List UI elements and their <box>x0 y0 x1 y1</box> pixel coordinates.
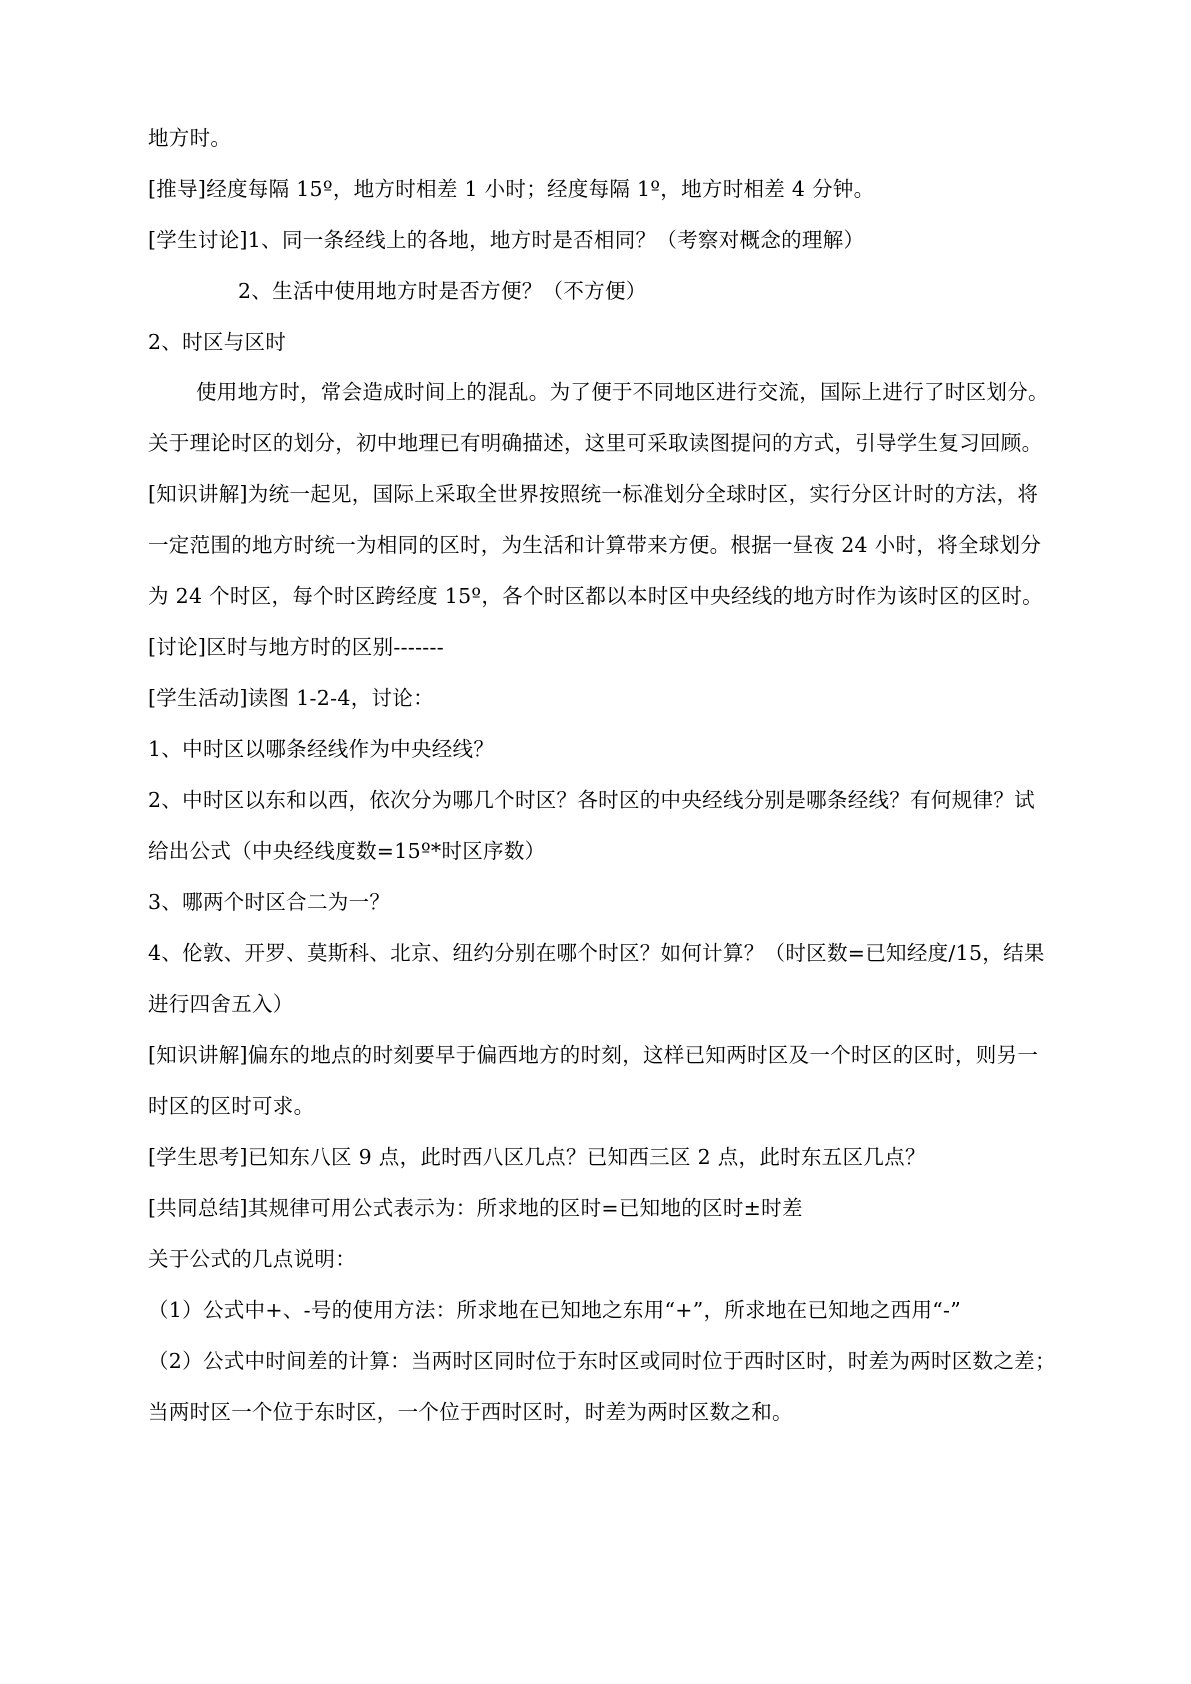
text-line: 关于理论时区的划分，初中地理已有明确描述，这里可采取读图提问的方式，引导学生复习回顾。 <box>148 431 1043 455</box>
text-line: 1、中时区以哪条经线作为中央经线？ <box>148 737 495 761</box>
text-line: [学生活动]读图 1-2-4，讨论： <box>148 686 434 710</box>
text-line: 2、生活中使用地方时是否方便？（不方便） <box>238 279 647 303</box>
text-line: 为 24 个时区，每个时区跨经度 15º，各个时区都以本时区中央经线的地方时作为该时区的区时。 <box>148 584 1043 608</box>
text-line: （1）公式中+、-号的使用方法：所求地在已知地之东用“+”，所求地在已知地之西用“-” <box>148 1298 962 1322</box>
text-line: [知识讲解]为统一起见，国际上采取全世界按照统一标准划分全球时区，实行分区计时的方法，将 <box>148 482 1039 506</box>
text-line: [学生思考]已知东八区 9 点，此时西八区几点？已知西三区 2 点，此时东五区几点？ <box>148 1145 926 1169</box>
text-line: 2、中时区以东和以西，依次分为哪几个时区？各时区的中央经线分别是哪条经线？有何规律？试 <box>148 788 1035 812</box>
text-line: [共同总结]其规律可用公式表示为：所求地的区时=已知地的区时±时差 <box>148 1196 803 1220</box>
text-line: 4、伦敦、开罗、莫斯科、北京、纽约分别在哪个时区？如何计算？（时区数=已知经度/15，结果 <box>148 941 1045 965</box>
text-line: 使用地方时，常会造成时间上的混乱。为了便于不同地区进行交流，国际上进行了时区划分。 <box>196 380 1049 404</box>
text-line: 时区的区时可求。 <box>148 1094 315 1118</box>
text-line: 给出公式（中央经线度数=15º*时区序数） <box>148 839 546 863</box>
text-line: 关于公式的几点说明： <box>148 1247 356 1271</box>
text-line: [知识讲解]偏东的地点的时刻要早于偏西地方的时刻，这样已知两时区及一个时区的区时，则另一 <box>148 1043 1039 1067</box>
text-line: [讨论]区时与地方时的区别------- <box>148 635 444 659</box>
text-line: 当两时区一个位于东时区，一个位于西时区时，时差为两时区数之和。 <box>148 1400 793 1424</box>
text-line: 一定范围的地方时统一为相同的区时，为生活和计算带来方便。根据一昼夜 24 小时，将全球划分 <box>148 533 1042 557</box>
text-line: [学生讨论]1、同一条经线上的各地，地方时是否相同？（考察对概念的理解） <box>148 228 865 252</box>
text-line: 地方时。 <box>148 126 232 150</box>
text-line: 3、哪两个时区合二为一？ <box>148 890 391 914</box>
text-line: [推导]经度每隔 15º，地方时相差 1 小时；经度每隔 1º，地方时相差 4 分钟。 <box>148 177 875 201</box>
text-line: 进行四舍五入） <box>148 992 294 1016</box>
text-line: （2）公式中时间差的计算：当两时区同时位于东时区或同时位于西时区时，时差为两时区数之差； <box>148 1349 1056 1373</box>
section-heading: 2、时区与区时 <box>148 330 287 354</box>
